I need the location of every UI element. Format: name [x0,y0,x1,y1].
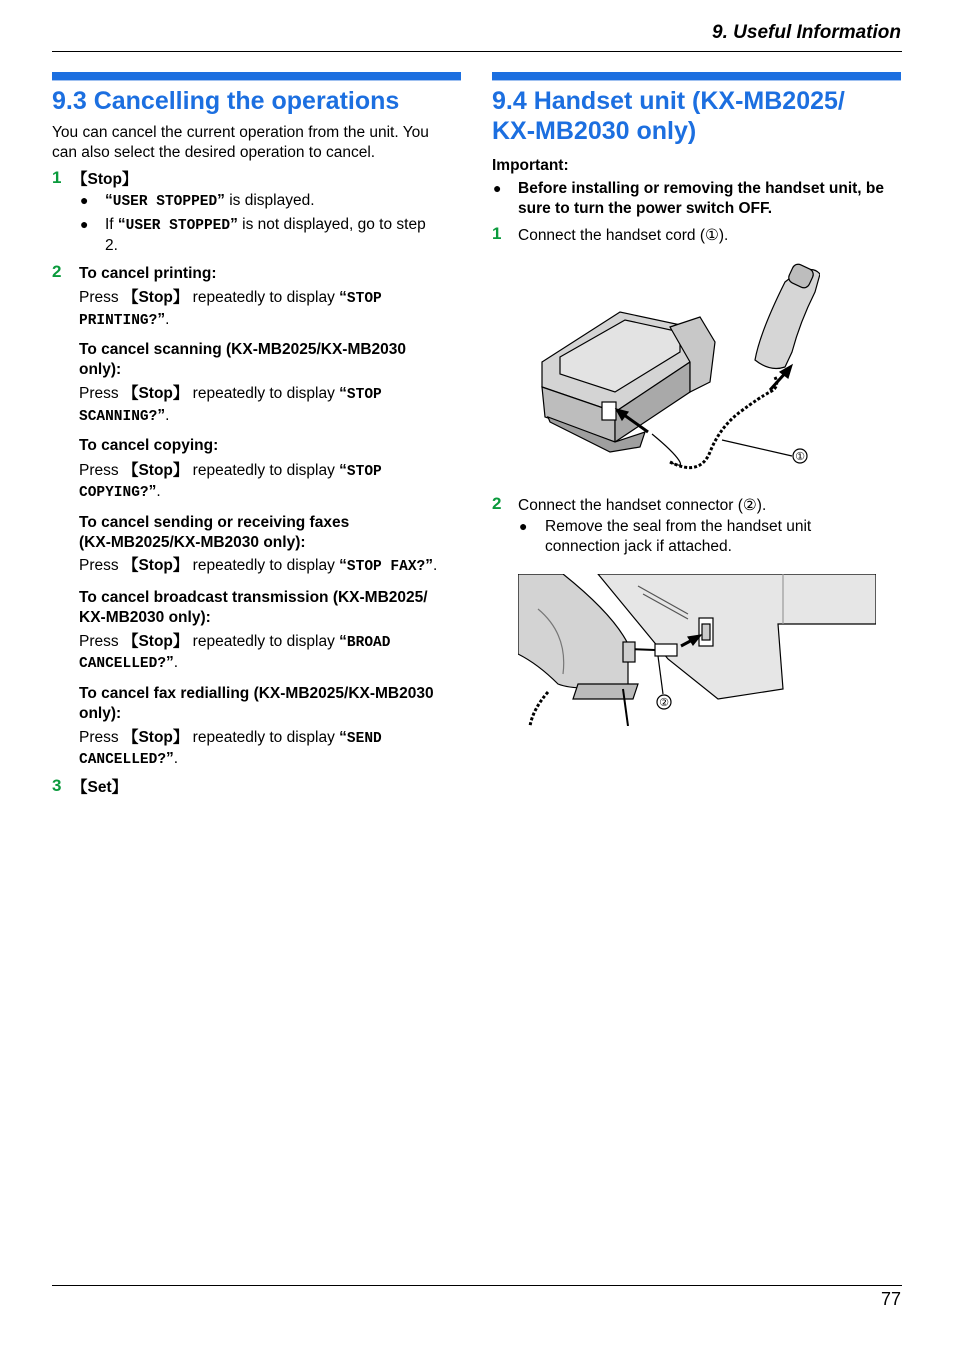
step2-connect-connector: Connect the handset connector (②). [518,497,767,514]
section-bar-left [52,72,461,81]
step1-bullet1: “USER STOPPED” is displayed. [105,192,315,210]
remove-seal-note: Remove the seal from the handset unit connection jack if attached. [545,518,812,555]
cancel-printing-message: PRINTING?”. [79,311,170,329]
stop-key-label: 【Stop】 [72,171,138,188]
cancel-broadcast-message: CANCELLED?”. [79,654,179,672]
step-number-3: 3 [52,776,62,795]
section-bar-right [492,72,901,81]
cancel-redial-instruction: Press 【Stop】 repeatedly to display “SEND [79,729,382,747]
important-note: Before installing or removing the handset unit, be sure to turn the power switch OFF. [518,180,885,217]
step-number-1-right: 1 [492,224,502,243]
cancel-printing-instruction: Press 【Stop】 repeatedly to display “STOP [79,289,382,307]
cancel-broadcast-instruction: Press 【Stop】 repeatedly to display “BROAD [79,633,391,651]
bullet-dot: ● [80,216,89,232]
callout-2-label: ② [659,696,669,709]
bullet-dot: ● [493,180,502,196]
handset-connector-illustration [518,574,876,726]
cancel-copying-instruction: Press 【Stop】 repeatedly to display “STOP [79,462,382,480]
step1-connect-cord: Connect the handset cord (①). [518,227,729,244]
cancel-scanning-heading: To cancel scanning (KX-MB2025/KX-MB2030 only): [79,341,407,378]
bullet-dot: ● [519,518,528,534]
cancel-scanning-message: SCANNING?”. [79,407,170,425]
header-rule [52,51,902,52]
cancel-scanning-instruction: Press 【Stop】 repeatedly to display “STOP [79,385,382,403]
step-number-2-right: 2 [492,494,502,513]
cancel-copying-message: COPYING?”. [79,483,161,501]
callout-1-label: ① [795,450,805,463]
bullet-dot: ● [80,192,89,208]
footer-rule [52,1285,902,1286]
step-number-1: 1 [52,168,62,187]
cancel-printing-heading: To cancel printing: [79,265,217,282]
cancel-fax-instruction: Press 【Stop】 repeatedly to display “STOP FAX?”. [79,557,438,575]
running-header: 9. Useful Information [712,22,901,43]
step1-bullet2-cont: 2. [105,237,118,254]
section-title-9-3: 9.3 Cancelling the operations [52,87,400,115]
section-title-9-4: 9.4 Handset unit (KX-MB2025/ KX-MB2030 only) [492,87,845,145]
cancel-fax-heading: To cancel sending or receiving faxes (KX-MB2025/KX-MB2030 only): [79,514,350,551]
handset-unit-illustration [530,252,820,477]
page-number: 77 [880,1289,901,1309]
intro-paragraph: You can cancel the current operation from the unit. You can also select the desired operation to cancel. [52,124,429,161]
step-number-2: 2 [52,262,62,281]
cancel-redial-message: CANCELLED?”. [79,750,179,768]
step1-bullet2: If “USER STOPPED” is not displayed, go to step [105,216,426,234]
important-label: Important: [492,157,569,174]
set-key-label: 【Set】 [72,779,128,796]
cancel-redial-heading: To cancel fax redialling (KX-MB2025/KX-MB2030 only): [79,685,434,722]
cancel-broadcast-heading: To cancel broadcast transmission (KX-MB2025/ KX-MB2030 only): [79,589,428,626]
cancel-copying-heading: To cancel copying: [79,437,219,454]
